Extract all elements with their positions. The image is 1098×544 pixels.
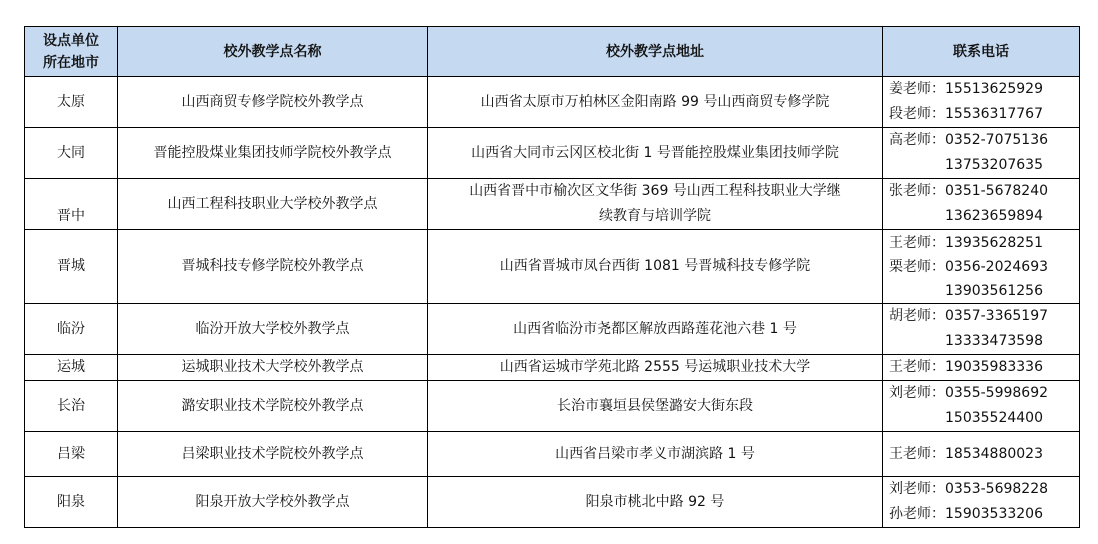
- city-cell: 阳泉: [25, 477, 118, 528]
- address-cell: 山西省太原市万柏林区金阳南路 99 号山西商贸专修学院: [428, 77, 883, 128]
- phone-line: 15035524400: [945, 410, 1043, 426]
- city-cell: 太原: [25, 77, 118, 128]
- table-row: [25, 77, 1080, 128]
- site-name-cell: 山西工程科技职业大学校外教学点: [118, 179, 428, 230]
- phone-line: 姜老师：15513625929: [889, 81, 1043, 97]
- phone-cell: [883, 477, 1080, 528]
- phone-cell: [883, 77, 1080, 128]
- header-phone: 联系电话: [883, 27, 1080, 77]
- phone-line: 刘老师：0353-5698228: [889, 481, 1049, 497]
- address-cell: 阳泉市桃北中路 92 号: [428, 477, 883, 528]
- phone-line: 13903561256: [945, 282, 1043, 299]
- city-cell: 长治: [25, 381, 118, 432]
- address-cell: 山西省运城市学苑北路 2555 号运城职业技术大学: [428, 355, 883, 381]
- phone-cell: [883, 381, 1080, 432]
- header-city-line-2: 所在地市: [43, 54, 99, 71]
- phone-line: 王老师：13935628251: [889, 234, 1043, 251]
- phone-line: 13753207635: [945, 157, 1043, 173]
- table-row: [25, 432, 1080, 477]
- table-wrapper: [24, 26, 1080, 528]
- table-row: [25, 128, 1080, 179]
- city-cell: 吕梁: [25, 432, 118, 477]
- site-name-cell: 运城职业技术大学校外教学点: [118, 355, 428, 381]
- phone-line: 胡老师：0357-3365197: [889, 308, 1049, 324]
- city-cell: 大同: [25, 128, 118, 179]
- site-name-cell: 潞安职业技术学院校外教学点: [118, 381, 428, 432]
- phone-line: 刘老师：0355-5998692: [889, 385, 1049, 401]
- phone-line: 王老师：18534880023: [889, 445, 1043, 462]
- phone-cell: [883, 230, 1080, 304]
- phone-line: 栗老师：0356-2024693: [889, 258, 1049, 275]
- address-line-2: 续教育与培训学院: [599, 208, 711, 224]
- phone-line: 张老师：0351-5678240: [889, 183, 1049, 199]
- city-cell: 临汾: [25, 304, 118, 355]
- phone-line: 高老师：0352-7075136: [889, 132, 1049, 148]
- table-row: [25, 230, 1080, 304]
- address-line-1: 山西省晋中市榆次区文华街 369 号山西工程科技职业大学继: [469, 183, 841, 199]
- address-cell: 山西省吕梁市孝义市湖滨路 1 号: [428, 432, 883, 477]
- city-cell: 晋中: [25, 179, 118, 230]
- table-row: [25, 477, 1080, 528]
- phone-cell: [883, 304, 1080, 355]
- city-cell: 晋城: [25, 230, 118, 304]
- site-name-cell: 晋能控股煤业集团技师学院校外教学点: [118, 128, 428, 179]
- address-cell: 山西省晋城市凤台西街 1081 号晋城科技专修学院: [428, 230, 883, 304]
- phone-cell: [883, 355, 1080, 381]
- header-site-name: 校外教学点名称: [118, 27, 428, 77]
- site-name-cell: 吕梁职业技术学院校外教学点: [118, 432, 428, 477]
- phone-cell: [883, 432, 1080, 477]
- phone-cell: [883, 179, 1080, 230]
- site-name-cell: 山西商贸专修学院校外教学点: [118, 77, 428, 128]
- address-cell: 山西省临汾市尧都区解放西路莲花池六巷 1 号: [428, 304, 883, 355]
- phone-cell: [883, 128, 1080, 179]
- address-cell: 山西省大同市云冈区校北街 1 号晋能控股煤业集团技师学院: [428, 128, 883, 179]
- header-site-address: 校外教学点地址: [428, 27, 883, 77]
- table-row: [25, 355, 1080, 381]
- address-cell: [428, 179, 883, 230]
- phone-line: 13623659894: [945, 208, 1043, 224]
- site-name-cell: 阳泉开放大学校外教学点: [118, 477, 428, 528]
- phone-line: 王老师：19035983336: [889, 359, 1043, 375]
- phone-line: 孙老师：15903533206: [889, 506, 1043, 522]
- phone-line: 13333473598: [945, 333, 1043, 349]
- address-cell: 长治市襄垣县侯堡潞安大街东段: [428, 381, 883, 432]
- teaching-sites-table: [24, 26, 1080, 528]
- city-cell: 运城: [25, 355, 118, 381]
- table-row: [25, 304, 1080, 355]
- table-row: [25, 381, 1080, 432]
- header-row: [25, 27, 1080, 77]
- table-row: [25, 179, 1080, 230]
- site-name-cell: 晋城科技专修学院校外教学点: [118, 230, 428, 304]
- header-city-line-1: 设点单位: [43, 32, 99, 49]
- phone-line: 段老师：15536317767: [889, 106, 1043, 122]
- header-city: [25, 27, 118, 77]
- site-name-cell: 临汾开放大学校外教学点: [118, 304, 428, 355]
